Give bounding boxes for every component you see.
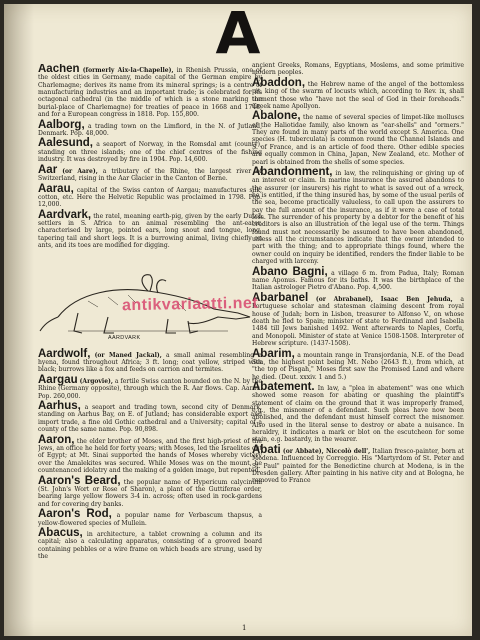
entry-alternate-name: (formerly Aix-la-Chapelle), — [82, 67, 174, 74]
section-letter: A — [215, 4, 261, 67]
entry-definition: a fertile Swiss canton bounded on the N. by the Rhine (Germany opposite), through which the R. Aar flows. Cap. Aarau. Pop. 260,000. — [38, 377, 262, 400]
entry-alternate-name: (or Maned Jackal), — [94, 351, 162, 359]
entry-definition: a seaport and trading town, second city of Denmark, standing on Aarhus Bay, on E. of Jutland; has considerable export and import trade, a fine old Gothic cathedral and a University; capital of a county of the same name. Pop. 90,898. — [38, 404, 262, 434]
entry-headword: Abano Bagni, — [252, 265, 328, 278]
right-column — [252, 62, 464, 486]
dictionary-entry — [252, 293, 464, 347]
entry-definition: In law, a "plea in abatement" was one which showed some reason for abating or quashing the plaintiff's statement of claim on the ground that it was improperly framed, e.g., the misnomer of a defendant. Such pleas have now been abolished, and the defendant must himself correct the misnomer. Also used in the literal sense to destroy or abate a nuisance. In heraldry, it indicates a mark or blot on the escutcheon for some stain, e.g. bastardy, in the wearer. — [252, 385, 464, 444]
dictionary-entry — [252, 78, 464, 110]
entry-definition: the elder brother of Moses, and the first high-priest of the Jews, an office he held for forty years; with Moses, led the Israelites out of Egypt; at Mt. Sinai supported the hands of Moses whereby victory over the Amalekites was secured. While Moses was on the mount, he countenanced idolatry and the making of a golden image, but repented. — [38, 437, 262, 475]
entry-definition: the popular name of Hypericum calycinum (St. John's Wort or Rose of Sharon), a plant of the Guttiferae order, bearing large yellow flowers 3-4 in. across; often used in rock-gardens and for covering dry banks. — [38, 478, 262, 508]
entry-headword: Abacus, — [38, 527, 83, 540]
dictionary-entry — [252, 382, 464, 444]
entry-definition: Italian fresco-painter, born at Modena. Influenced by Correggio. His "Martyrdom of St. Peter and St. Paul" painted for the Benedictine church at Modena, is in the Dresden gallery. After painting in his native city and at Bologna, he removed to France — [252, 448, 464, 485]
entry-headword: Aaron's Beard, — [38, 474, 121, 487]
entry-definition: a Portuguese scholar and statesman claiming descent from royal house of Judah; born in Lisbon, treasurer to Alfonso V., on whose death he fled to Spain; minister of state to Ferdinand and Isabella 1484 till Jews banished 1492. Went afterwards to Naples, Corfu, and Monopoli. Minister of state at Venice 1508-1508. Interpreter of Hebrew scripture. (1437-1508). — [252, 295, 464, 347]
entry-definition: in law, the relinquishing or giving up of an interest or claim. In marine insurance the assured abandons to the assurer (or insurers) his right to what is saved out of a wreck, he is entitled, if the thing insured has, by some of the usual perils of the sea, become practically valueless, to call upon the assurers to pay the full amount of the insurance, as if it were a case of total loss. The surrender of his property by a debtor for the benefit of his creditors is also an illustration of the legal use of the term. Things found must not necessarily be assumed to have been abandoned, unless all the circumstances indicate that the owner intended to part with the thing; and to appropriate things found, where the owner could on inquiry be identified, renders the finder liable to be charged with larceny. — [252, 170, 464, 266]
dictionary-entry — [252, 111, 464, 165]
page-number: 1 — [242, 624, 247, 632]
entry-headword: Aardwolf, — [38, 347, 91, 360]
illustration-caption: AARDVARK — [108, 334, 141, 341]
dictionary-page — [4, 4, 472, 636]
entry-definition: the Hebrew name of the angel of the bottomless pit, king of the swarm of locusts which, according to Rev. ix, shall torment those who "have not the seal of God in their foreheads." Greek name Apollyon. — [252, 80, 464, 110]
entry-headword: Aar — [38, 163, 58, 176]
entry-definition: in architecture, a tablet crowning a column and its capital; also a calculating apparatus, consisting of a grooved board containing pebbles or a wire frame on which beads are strung, used by the — [38, 531, 262, 561]
dictionary-entry — [252, 62, 464, 77]
entry-headword: Aalesund, — [38, 137, 93, 150]
dictionary-entry — [252, 167, 464, 265]
entry-definition: capital of the Swiss canton of Aargau; manufactures silk, cotton, etc. Here the Helvetic Republic was proclaimed in 1798. Pop. 12,000. — [38, 186, 262, 209]
dictionary-entry — [38, 476, 262, 508]
entry-headword: Aarhus, — [38, 400, 81, 413]
entry-headword: Aardvark, — [38, 208, 92, 221]
entry-definition: a mountain range in Transjordania, N.E. of the Dead Sea, the highest point being Mt. Nebo (2643 ft.), from which, at "the top of Pisgah," Moses first saw the Promised Land and where he died. (Deut. xxxiv. 1 and 5.) — [252, 351, 464, 381]
entry-alternate-name: (Argovie), — [79, 377, 113, 385]
entry-headword: Aarau, — [38, 182, 74, 195]
entry-definition: a popular name for Verbascum thapsus, a yellow-flowered species of Mullein. — [38, 512, 262, 527]
dictionary-entry — [38, 184, 262, 209]
entry-headword: Abatement. — [252, 381, 315, 394]
dictionary-entry — [38, 120, 262, 138]
entry-definition: a tributary of the Rhine, the largest river of Switzerland, rising in the Aar Glacier in the Canton of Berne. — [38, 167, 262, 183]
entry-alternate-name: (or Abrabanel), Isaac Ben Jehuda, — [315, 295, 453, 303]
entry-definition: a village 6 m. from Padua, Italy; Roman name Aponus. Famous for its baths. It was the birthplace of the Italian astrologer Pietro d'Abano. Pop. 4,500. — [252, 269, 464, 292]
entry-headword: Abarim, — [252, 347, 295, 360]
entry-definition: the name of several species of limpet-like molluscs of the Haliotidae family, also known as "ear-shells" and "ormers." They are found in many parts of the world except S. America. One species (H. tuberculata) is common round the Channel Islands and S. of France, and is an article of food there. Other edible species are equally common in China, Japan, New Zealand, etc. Mother of pearl is obtained from the shells of some species. — [252, 114, 464, 166]
entry-definition: in Rhenish Prussia, one of the oldest cities in Germany, made capital of the German empire by Charlemagne; derives its name from its mineral springs; is a centre of manufacturing industries and an important trade; is celebrated for its octagonal cathedral (in the middle of which is a stone marking the burial-place of Charlemagne) for treaties of peace in 1668 and 1748, and for a European congress in 1818. Pop. 155,800. — [38, 67, 262, 119]
entry-headword: Aaron, — [38, 433, 75, 446]
entry-definition: the ratel, meaning earth-pig, given by the early Dutch settlers in S. Africa to an animal resembling the ant-eater, characterised by large, pointed ears, long snout and tongue, long, tapering tail and short legs. It is a burrowing animal, living chiefly on ants, and its toes are modified for digging. — [38, 212, 262, 250]
entry-headword: Abati — [252, 444, 281, 456]
entry-definition: ancient Greeks, Romans, Egyptians, Moslems, and some primitive modern peoples. — [252, 62, 464, 77]
entry-definition: a trading town on the Limfiord, in the N. of Jutland, Denmark. Pop. 48,000. — [38, 122, 262, 137]
entry-headword: Abalone, — [252, 110, 301, 123]
entry-alternate-name: (or Aare), — [62, 167, 98, 175]
dictionary-entry — [38, 528, 262, 560]
dictionary-entry — [38, 64, 262, 118]
dictionary-entry — [38, 435, 262, 475]
entry-definition: a seaport of Norway, in the Romsdal amt (county), standing on three islands; one of the chief centres of the fishing industry. It was destroyed by fire in 1904. Pop. 14,600. — [38, 141, 262, 164]
watermark: antikvariaatti.net — [121, 294, 259, 315]
dictionary-entry — [38, 509, 262, 527]
entry-headword: Abaddon, — [252, 76, 306, 89]
entry-headword: Abandonment, — [252, 166, 333, 179]
dictionary-entry — [252, 267, 464, 292]
entry-headword: Aachen — [38, 64, 80, 75]
entry-headword: Aaron's Rod, — [38, 508, 112, 521]
dictionary-entry — [38, 401, 262, 433]
page-gutter-shadow — [4, 4, 34, 636]
dictionary-entry — [38, 349, 262, 374]
dictionary-entry — [38, 138, 262, 163]
entry-headword: Aargau — [38, 373, 78, 386]
dictionary-entry — [38, 210, 262, 250]
dictionary-entry — [252, 445, 464, 485]
entry-headword: Abarbanel — [252, 291, 309, 304]
entry-alternate-name: (or Abbate), Niccolò dell', — [282, 448, 371, 455]
entry-headword: Aalborg, — [38, 118, 85, 131]
entry-definition: a small animal resembling a hyena, found throughout Africa; 3 ft. long; coat yellow, striped with black; burrows like a fox and feeds on carrion and termites. — [38, 351, 262, 374]
dictionary-entry — [38, 165, 262, 183]
dictionary-entry — [38, 375, 262, 400]
dictionary-entry — [252, 349, 464, 381]
